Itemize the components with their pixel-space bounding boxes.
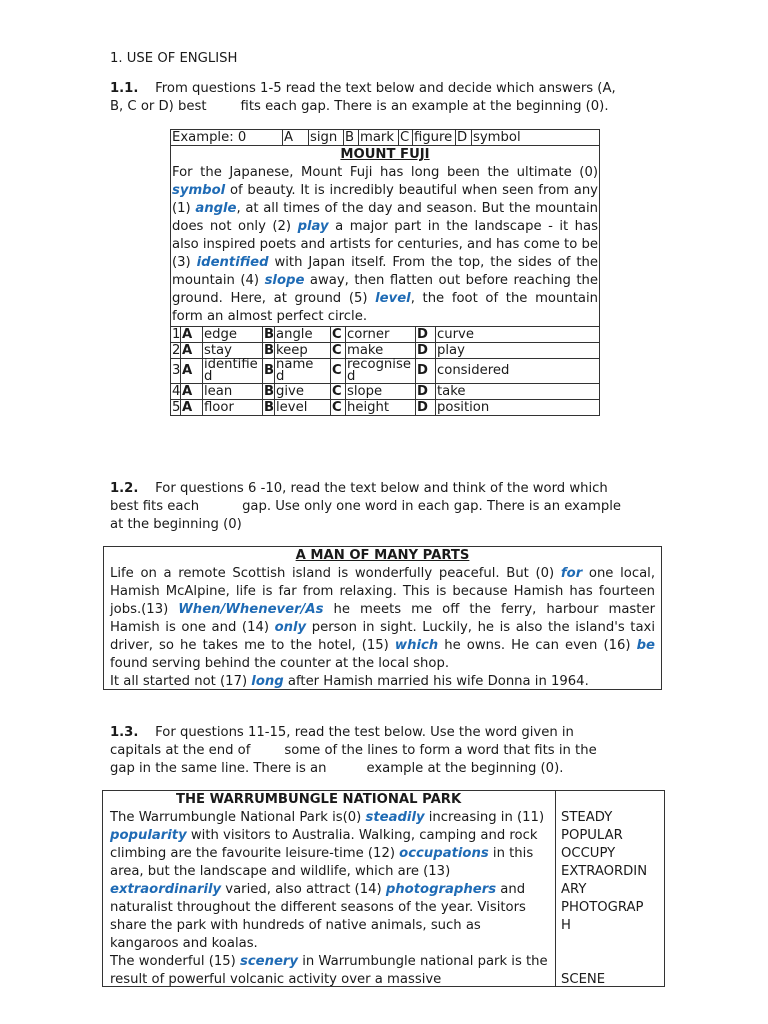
option-cell: A	[181, 384, 203, 400]
answer: play	[297, 219, 329, 234]
option-cell: identifie d	[203, 359, 263, 384]
option-row	[171, 384, 600, 400]
instructions-1-2	[110, 480, 670, 534]
answer: long	[251, 674, 284, 689]
option-cell: B	[264, 400, 275, 415]
option-row	[171, 327, 600, 343]
option-cell: take	[436, 384, 600, 400]
example-cell: sign	[309, 130, 344, 146]
passage-text: The Warrumbungle National Park is(0) steadily increasing in (11) popularity with visitors to Australia. Walking, camping and rock climbing are the favourite leisure-time (12) occupations in this area, but the landscape and wildlife, which are (13) extraordinarily varied, also attract (14) photographers and naturalist throughout the different seasons of the year. Visitors share the park with hundreds of native animals, such as kangaroos and koalas.	[110, 810, 545, 951]
option-cell: position	[436, 400, 600, 416]
option-cell: 3	[171, 359, 181, 384]
option-cell: play	[436, 343, 600, 359]
passage-text: For the Japanese, Mount Fuji has long been the ultimate (0) symbol of beauty. It is incredibly beautiful when seen from any (1) angle, at all times of the day and season. But the mountain does not only (2) play a major part in the landscape - it has also inspired poets and artists for centuries, and has come to be (3) identified with Japan itself. From the top, the sides of the mountain (4) slope away, then flatten out before reaching the ground. Here, at ground (5) level, the foot of the mountain form an almost perfect circle.	[172, 165, 599, 324]
example-cell: Example: 0	[171, 130, 283, 146]
passage-title: A MAN OF MANY PARTS	[295, 548, 470, 563]
option-cell: B	[264, 327, 275, 342]
answer: extraordinarily	[110, 882, 222, 897]
answer: be	[636, 638, 655, 653]
option-cell: give	[275, 384, 331, 400]
base-word: EXTRAORDIN	[561, 864, 648, 879]
option-cell: 5	[172, 400, 181, 415]
option-cell: level	[275, 400, 331, 416]
section-number: 1.3.	[110, 725, 139, 740]
option-cell: B	[263, 359, 275, 384]
answer: angle	[195, 201, 237, 216]
answer: for	[560, 566, 583, 581]
instr-text: example at the beginning (0).	[366, 761, 564, 776]
option-cell: C	[331, 359, 346, 384]
answer: steadily	[365, 810, 425, 825]
instr-text: For questions 6 -10, read the text below and think of the word which	[155, 481, 608, 496]
option-cell: considered	[436, 359, 600, 384]
instr-text: B, C or D) best	[110, 99, 207, 114]
answer: scenery	[239, 954, 299, 969]
instr-text: best fits each	[110, 499, 200, 514]
instructions-1-1	[110, 80, 670, 116]
base-word: SCENE	[561, 972, 606, 987]
section-number: 1.1.	[110, 81, 139, 96]
option-cell: name d	[275, 359, 331, 384]
instr-text: gap in the same line. There is an	[110, 761, 327, 776]
option-cell: D	[416, 327, 436, 343]
example-row	[170, 129, 600, 146]
option-cell: lean	[203, 384, 263, 400]
option-cell: corner	[346, 327, 416, 343]
option-cell: A	[181, 343, 203, 359]
example-cell: C	[399, 130, 413, 146]
instr-text: at the beginning (0)	[110, 517, 242, 532]
instr-text: gap. Use only one word in each gap. There is an example	[242, 499, 622, 514]
example-cell: D	[456, 130, 472, 146]
option-cell: D	[416, 384, 436, 400]
answer: symbol	[172, 183, 226, 198]
option-cell: recognise d	[346, 359, 416, 384]
answer: only	[274, 620, 307, 635]
option-row	[171, 359, 600, 384]
section-heading: 1. USE OF ENGLISH	[110, 51, 238, 66]
option-cell: C	[331, 343, 346, 359]
option-cell: keep	[275, 343, 331, 359]
instr-text: capitals at the end of	[110, 743, 251, 758]
base-word: OCCUPY	[561, 846, 616, 861]
option-cell: angle	[275, 327, 331, 343]
option-cell: A	[181, 327, 203, 343]
option-cell: floor	[203, 400, 263, 416]
section-number: 1.2.	[110, 481, 139, 496]
answer: When/Whenever/As	[178, 602, 324, 617]
instr-text: From questions 1-5 read the text below and decide which answers (A,	[155, 81, 616, 96]
example-cell: A	[283, 130, 309, 146]
option-cell: B	[264, 343, 275, 358]
option-cell: D	[416, 400, 436, 416]
base-word: STEADY	[561, 810, 613, 825]
option-cell: slope	[346, 384, 416, 400]
instructions-1-3	[110, 724, 670, 778]
option-cell: D	[416, 359, 436, 384]
option-cell: make	[346, 343, 416, 359]
base-word	[561, 935, 661, 953]
option-cell: height	[346, 400, 416, 416]
option-cell: D	[416, 343, 436, 359]
option-cell: C	[331, 400, 346, 416]
base-word	[561, 953, 661, 971]
passage-title: THE WARRUMBUNGLE NATIONAL PARK	[176, 792, 462, 807]
option-cell: A	[181, 359, 203, 384]
example-cell: symbol	[472, 130, 600, 146]
answer: slope	[264, 273, 305, 288]
passage-last-line: It all started not (17) long after Hamish married his wife Donna in 1964.	[110, 674, 589, 689]
passage-title: MOUNT FUJI	[340, 147, 430, 162]
answer: occupations	[399, 846, 489, 861]
option-cell: 4	[172, 384, 181, 399]
option-row	[171, 400, 600, 416]
base-word: POPULAR	[561, 828, 623, 843]
answer: identified	[196, 255, 269, 270]
answer: photographers	[385, 882, 497, 897]
option-cell: A	[181, 400, 203, 416]
option-cell: curve	[436, 327, 600, 343]
example-cell: mark	[359, 130, 399, 146]
option-cell: C	[331, 327, 346, 343]
instr-text: some of the lines to form a word that fits in the	[284, 743, 597, 758]
base-word: PHOTOGRAP	[561, 900, 644, 915]
example-cell: figure	[413, 130, 456, 146]
option-cell: stay	[203, 343, 263, 359]
warrumbungle-exercise	[102, 790, 665, 987]
base-word: ARY	[561, 882, 587, 897]
option-cell: edge	[203, 327, 263, 343]
options-table	[170, 326, 600, 416]
passage-box	[170, 146, 600, 326]
instr-text: fits each gap. There is an example at the beginning (0).	[240, 99, 609, 114]
example-cell: B	[344, 130, 359, 146]
base-words-column	[561, 809, 661, 989]
mount-fuji-exercise	[170, 129, 600, 416]
instr-text: For questions 11-15, read the test below. Use the word given in	[155, 725, 574, 740]
answer: level	[375, 291, 411, 306]
option-cell: B	[264, 384, 275, 399]
option-cell: 1	[172, 327, 181, 342]
passage-column	[110, 791, 548, 989]
passage-text: The wonderful (15) scenery in Warrumbungle national park is the result of powerful volcanic activity over a massive	[110, 954, 548, 987]
option-cell: 2	[172, 343, 181, 358]
answer: popularity	[110, 828, 187, 843]
column-divider	[555, 791, 556, 986]
man-of-many-parts-exercise	[103, 546, 662, 690]
answer: which	[394, 638, 439, 653]
option-cell: C	[331, 384, 346, 400]
base-word: H	[561, 918, 571, 933]
passage-text: Life on a remote Scottish island is wonderfully peaceful. But (0) for one local, Hamish McAlpine, life is far from relaxing. This is because Hamish has fourteen jobs.(13) When/Whenever/As he meets me off the ferry, harbour master Hamish is one and (14) only person in sight. Luckily, he is also the island's taxi driver, so he takes me to the hotel, (15) which he owns. He can even (16) be found serving behind the counter at the local shop.	[110, 566, 656, 671]
